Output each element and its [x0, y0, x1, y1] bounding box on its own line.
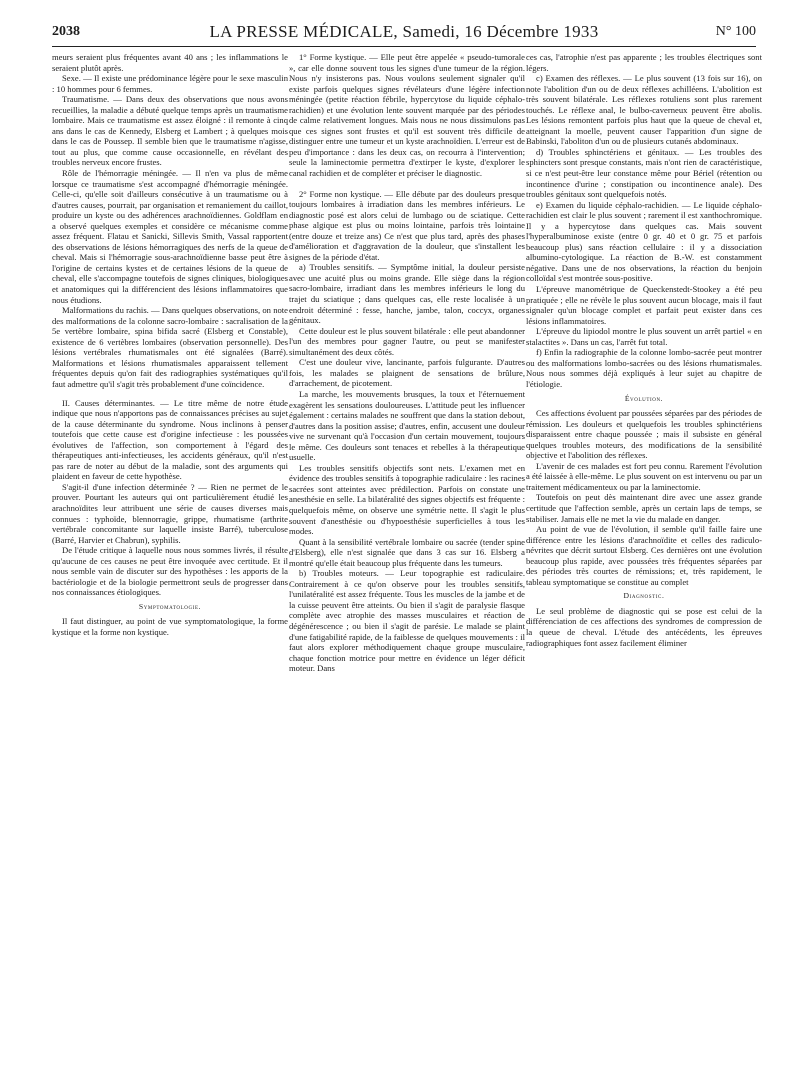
paragraph: L'épreuve du lipiodol montre le plus souvent un arrêt partiel « en stalactites ». Dans un cas, l'arrêt fut total. — [526, 326, 762, 347]
paragraph: a) Troubles sensitifs. — Symptôme initial, la douleur persiste avec une acuité plus ou moins grande. Elle siège dans la région sacro-lombaire, irradiant dans les membres inférieurs le long du trajet du sciatique ; dans quelques cas, elle reste localisée à un endroit déterminé : fesse, hanche, jambe, talon, coccyx, organes génitaux. — [289, 262, 525, 326]
paragraph: Ces affections évoluent par poussées séparées par des périodes de rémission. Les douleurs et quelquefois les troubles sphinctériens disparaissent entre chaque poussée ; mais il subsiste en général quelques troubles moteurs, des modifications de la sensibilité objective et l'abolition des réflexes. — [526, 408, 762, 461]
paragraph: Traumatisme. — Dans deux des observations que nous avons recueillies, la maladie a débuté quelque temps après un traumatisme lombaire. Mais ce traumatisme est assez éloigné : il remonte à cinq ans dans le cas de Kennedy, Elsberg et Lambert ; à quelques mois dans le cas de Poussep. Il semble bien que le traumatisme n'agisse, tout au plus, que comme cause occasionnelle, en révélant des troubles nerveux encore frustes. — [52, 94, 288, 168]
paragraph: De l'étude critique à laquelle nous nous sommes livrés, il résulte qu'aucune de ces causes ne peut être invoquée avec certitude. Et il nous semble vain de discuter sur des hypothèses : les apports de la bactériologie et de la biologie permettront seuls de progresser dans nos connaissances étiologiques. — [52, 545, 288, 598]
paragraph: L'épreuve manométrique de Queckenstedt-Stookey a été peu pratiquée ; elle ne révèle le plus souvent aucun blocage, mais il faut signaler qu'un blocage complet et parfait peut exister dans ces lésions inflammatoires. — [526, 284, 762, 326]
paragraph: d) Troubles sphinctériens et génitaux. — Les troubles des sphincters sont presque constants, mais n'ont rien de caractéristique, si ce n'est peut-être leur constance même pour Bériel (rétention ou incontinence d'urine ; constipation ou incontinence anale). Des troubles génitaux sont quelquefois notés. — [526, 146, 762, 200]
paragraph: Les troubles sensitifs objectifs sont nets. L'examen met en évidence des troubles sensitifs à topographie radiculaire : les racines sacrées sont atteintes avec prédilection. Parfois on constate une anesthésie en selle. La bilatéralité des signes objectifs est fréquente : quelquefois même, on observe une symétrie nette. Il s'agit le plus souvent d'anesthésie ou d'hypoesthésie superficielles à tous les modes. — [289, 462, 525, 537]
paragraph: II. Causes déterminantes. — Le titre même de notre étude indique que nous n'apportons pas de connaissances précises au sujet de la cause déterminante du syndrome. Nous inclinons à penser toutefois que cette cause est d'origine infectieuse : les poussées évolutives de l'affection, son comportement à l'égard des thérapeutiques anti-infectieuses, les accidents généraux, qu'il n'est pas rare de noter au début de la maladie, sont des arguments qui plaident en faveur de cette hypothèse. — [52, 397, 288, 482]
paragraph: Toutefois on peut dès maintenant dire avec une assez grande certitude que l'affection semble, après un certain laps de temps, se stabiliser. Jamais elle ne met la vie du malade en danger. — [526, 492, 762, 524]
paragraph: meurs seraient plus fréquentes avant 40 ans ; les inflammations le seraient plutôt après. — [52, 52, 288, 73]
paragraph: e) Examen du liquide céphalo-rachidien. — Le liquide céphalo-rachidien est clair le plus souvent ; rarement il est xanthochromique. Il y a hypercytose dans quelques cas. Mais souvent l'hyperalbuminose existe (entre 0 gr. 40 et 0 gr. 75 et parfois beaucoup plus) sans réaction cellulaire : il y a dissociation albumino-cytologique. La réaction de B.-W. est constamment négative. Dans une de nos observations, la réaction du benjoin colloïdal s'est montrée sous-positive. — [526, 199, 762, 284]
section-heading: Symptomatologie. — [138, 601, 202, 611]
paragraph: C'est une douleur vive, lancinante, parfois fulgurante. D'autres fois, les malades se plaignent de sensations de brûlure, d'arrachement, de picotement. — [289, 357, 525, 389]
paragraph: Rôle de l'hémorragie méningée. — Il n'en va plus de même lorsque ce traumatisme s'est accompagné d'hémorragie méningée. Celle-ci, qu'elle soit d'ailleurs consécutive à un traumatisme ou à d'autres causes, pourrait, par organisation et remaniement du caillot, produire un kyste ou des adhérences arachnoïdiennes. Goldflam en a observé quelques exemples et considère ce mécanisme comme assez fréquent. Flatau et Sanicki, Sillevis Smith, Vassal rapportent des observations de lésions hémorragiques des nerfs de la queue de cheval. Mais si l'hémorragie sous-arachnoïdienne basse peut être à l'origine de certains kystes et de certaines lésions de la queue de cheval, elle s'accompagne toutefois de signes cliniques, biologiques et anatomiques qui la différencient des lésions inflammatoires que nous étudions. — [52, 168, 288, 305]
column-2 — [289, 52, 525, 674]
paragraph: 2° Forme non kystique. — Elle débute par des douleurs presque toujours lombaires à irradiation dans les membres inférieurs. Le diagnostic posé est alors celui de lumbago ou de sciatique. Cette phase algique est plus ou moins lointaine, parfois très lointaine (entre douze et treize ans) Ce n'est que plus tard, après des phases d'amélioration et d'aggravation de la douleur, que s'installent les signes de la période d'état. — [289, 188, 525, 262]
paragraph: Il faut distinguer, au point de vue symptomatologique, la forme kystique et la forme non kystique. — [52, 616, 288, 637]
paragraph: Au point de vue de l'évolution, il semble qu'il faille faire une différence entre les lésions d'arachnoïdite et celles des radiculo-névrites que décrit surtout Elsberg. Ces dernières ont une évolution beaucoup plus rapide, avec poussées très fréquentes séparées par des périodes très courtes de rémissions; et, très rapidement, le tableau symptomatique se constitue au complet — [526, 524, 762, 587]
section-heading: Diagnostic. — [623, 591, 665, 601]
column-3 — [526, 52, 762, 648]
paragraph: L'avenir de ces malades est fort peu connu. Rarement l'évolution a été laissée à elle-même. Le plus souvent on est intervenu ou par un traitement médicamenteux ou par la laminectomie. — [526, 460, 762, 492]
paragraph: c) Examen des réflexes. — Le plus souvent (13 fois sur 16), on note l'abolition d'un ou de deux réflexes achilléens. L'abolition est très souvent bilatérale. Les réflexes rotuliens sont plus rarement touchés. Le réflexe anal, le bulbo-caverneux peuvent être abolis. Les lésions remontent parfois plus haut que la queue de cheval et, atteignant la moelle, peuvent causer l'apparition d'un signe de Babinski, l'aboliton d'un ou de plusieurs cutanés abdominaux. — [526, 73, 762, 147]
journal-title: LA PRESSE MÉDICALE, Samedi, 16 Décembre 1933 — [209, 22, 599, 41]
paragraph: f) Enfin la radiographie de la colonne lombo-sacrée peut montrer ou des malformations lombo-sacrées ou des lésions rhumatismales. Nous nous sommes déjà expliqués à leur sujet au chapitre de l'étiologie. — [526, 347, 762, 389]
paragraph: Le seul problème de diagnostic qui se pose est celui de la différenciation de ces affections des syndromes de compression de la queue de cheval. L'étude des antécédents, les épreuves radiographiques font assez facilement éliminer — [526, 605, 762, 648]
paragraph: Malformations du rachis. — Dans quelques observations, on note des malformations de la colonne sacro-lombaire : sacralisation de la 5e vertèbre lombaire, spina bifida sacré (Elsberg et Constable), existence de 6 vertèbres lombaires (observation personnelle). Des lésions vertébrales rhumatismales ont été signalées (Barré). Malformations et lésions rhumatismales apparaissent tellement fréquentes depuis qu'on fait des radiographies systématiques qu'il faut admettre qu'il s'agit très probablement d'une coïncidence. — [52, 305, 288, 389]
paragraph: ces cas, l'atrophie n'est pas apparente ; les troubles électriques sont légers. — [526, 52, 762, 73]
paragraph: Quant à la sensibilité vertébrale lombaire ou sacrée (tender spine d'Elsberg), elle n'est signalée que dans 3 cas sur 16. Elsberg a montré qu'elle était beaucoup plus fréquente dans les tumeurs. — [289, 536, 525, 568]
paragraph: La marche, les mouvements brusques, la toux et l'éternuement exagèrent les sensations douloureuses. L'attitude peut les influencer également : certains malades ne souffrent que dans la station debout, d'autres dans la position assise; d'autres, enfin, accusent une douleur vive ne survenant qu'à l'occasion d'un certain mouvement, toujours le même. Ces douleurs sont tenaces et rebelles à la thérapeutique usuelle. — [289, 388, 525, 463]
page-header — [52, 22, 756, 47]
paragraph: 1° Forme kystique. — Elle peut être appelée « pseudo-tumorale », car elle donne souvent tous les signes d'une tumeur de la région. Nous n'y insisterons pas. Nous voulons seulement signaler qu'il existe parfois quelques signes révélateurs d'une légère infection méningée (petite réaction fébrile, hypercytose du liquide céphalo-rachidien) et une évolution lente souvent marquée par des périodes de calme relativement longues. Mais nous ne nous dissimulons pas que ces signes sont frustes et qu'il est souvent très difficile de distinguer entre une tumeur et un kyste arachnoïdien. L'erreur est de peu d'importance : dans les deux cas, on recourra à l'intervention; seule la laminectomie permettra d'extirper le kyste, d'explorer le canal rachidien et de compléter et préciser le diagnostic. — [289, 52, 525, 179]
section-heading: Évolution. — [624, 393, 664, 403]
page-number: 2038 — [52, 24, 80, 39]
column-1 — [52, 52, 288, 638]
paragraph: b) Troubles moteurs. — Leur topographie est radiculaire. Contrairement à ce qu'on observe pour les troubles sensitifs, l'unilatéralité est assez fréquente. Tous les muscles de la jambe et de la cuisse peuvent être atteints. Ou bien il s'agit de paralysie flasque complète avec atrophie des masses musculaires et réaction de dégénérescence ; ou bien il s'agit de parésie. Le malade se plaint d'une fatigabilité rapide, de la faiblesse de quelques mouvements : il faut alors explorer méthodiquement chaque groupe musculaire, chaque fonction motrice pour mettre en évidence un léger déficit moteur. Dans — [289, 568, 525, 674]
paragraph: Sexe. — Il existe une prédominance légère pour le sexe masculin : 10 hommes pour 6 femmes. — [52, 73, 288, 94]
issue-number: N° 100 — [715, 24, 756, 39]
paragraph: Cette douleur est le plus souvent bilatérale : elle peut abandonner l'un des membres pour gagner l'autre, ou peut se manifester simultanément des deux côtés. — [289, 325, 525, 357]
paragraph: S'agit-il d'une infection déterminée ? — Rien ne permet de le prouver. Pourtant les auteurs qui ont particulièrement étudié les arachnoïdites leur attribuent une série de causes diverses mais connues : typhoïde, blennorragie, grippe, rhumatisme (arthrite vertébrale concomitante sur laquelle insiste Barré), tuberculose (Barré, Harvier et Chabrun), syphilis. — [52, 481, 288, 545]
